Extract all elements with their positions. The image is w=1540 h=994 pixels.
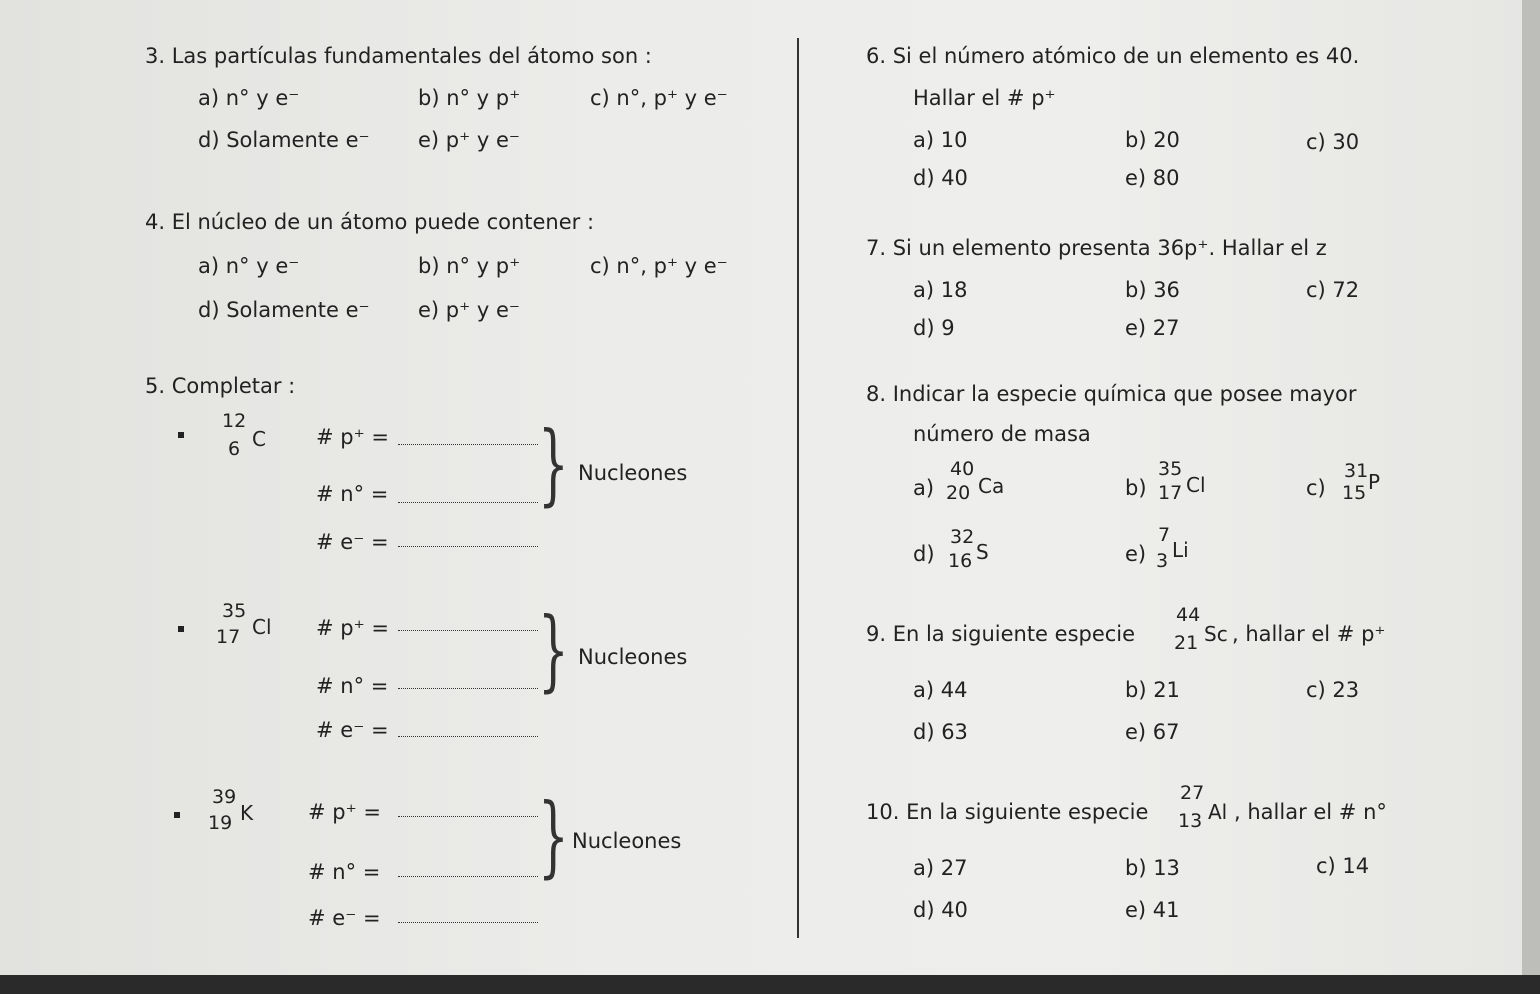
bullet-icon: [178, 432, 184, 438]
atomic-number: 6: [228, 438, 241, 460]
q8-option-label: a): [913, 476, 935, 500]
column-divider: [797, 38, 799, 938]
q4-option-e: e) p⁺ y e⁻: [418, 298, 520, 322]
nucleones-label: Nucleones: [578, 645, 688, 669]
q10-prefix: 10. En la siguiente especie: [866, 800, 1149, 824]
element-symbol: Cl: [1186, 473, 1206, 497]
q9-option-d: d) 63: [913, 720, 968, 744]
answer-blank[interactable]: [398, 876, 538, 877]
label-neutrons: # n° =: [308, 860, 381, 884]
element-symbol: Cl: [252, 615, 272, 639]
q3-option-b: b) n° y p⁺: [418, 86, 521, 110]
atomic-number: 19: [208, 812, 233, 834]
element-symbol: P: [1368, 470, 1381, 494]
right-brace: }: [538, 412, 569, 515]
q8-title: 8. Indicar la especie química que posee mayor: [866, 382, 1357, 406]
atomic-number: 20: [946, 482, 971, 504]
q4-option-c: c) n°, p⁺ y e⁻: [590, 254, 728, 278]
label-protons: # p⁺ =: [308, 800, 381, 824]
q4-option-d: d) Solamente e⁻: [198, 298, 370, 322]
bullet-icon: [178, 626, 184, 632]
q3-option-e: e) p⁺ y e⁻: [418, 128, 520, 152]
q10-suffix: , hallar el # n°: [1234, 800, 1387, 824]
answer-blank[interactable]: [398, 502, 538, 503]
q10-option-a: a) 27: [913, 856, 968, 880]
atomic-number: 3: [1156, 550, 1169, 572]
q7-option-a: a) 18: [913, 278, 968, 302]
mass-number: 44: [1176, 604, 1201, 626]
answer-blank[interactable]: [398, 736, 538, 737]
element-symbol: Al: [1208, 800, 1228, 824]
q4-option-a: a) n° y e⁻: [198, 254, 300, 278]
bullet-icon: [174, 812, 180, 818]
q9-suffix: , hallar el # p⁺: [1232, 622, 1386, 646]
label-electrons: # e⁻ =: [316, 530, 389, 554]
q6-title: 6. Si el número atómico de un elemento es 40.: [866, 44, 1360, 68]
q9-option-b: b) 21: [1125, 678, 1180, 702]
label-electrons: # e⁻ =: [308, 906, 381, 930]
q4-option-b: b) n° y p⁺: [418, 254, 521, 278]
q10-option-d: d) 40: [913, 898, 968, 922]
element-symbol: S: [976, 540, 989, 564]
mass-number: 31: [1344, 460, 1369, 482]
mass-number: 40: [950, 458, 975, 480]
q9-option-e: e) 67: [1125, 720, 1180, 744]
q10-option-c: c) 14: [1316, 854, 1370, 878]
answer-blank[interactable]: [398, 688, 538, 689]
q8-option-label: b): [1125, 476, 1147, 500]
atomic-number: 15: [1342, 482, 1367, 504]
background-edge: [1522, 0, 1540, 994]
q7-option-e: e) 27: [1125, 316, 1180, 340]
q6-option-c: c) 30: [1306, 130, 1360, 154]
element-symbol: Li: [1172, 538, 1189, 562]
mass-number: 35: [1158, 458, 1183, 480]
q9-option-a: a) 44: [913, 678, 968, 702]
element-symbol: Sc: [1204, 622, 1228, 646]
atomic-number: 16: [948, 550, 973, 572]
nucleones-label: Nucleones: [572, 829, 682, 853]
q8-option-label: d): [913, 542, 935, 566]
label-electrons: # e⁻ =: [316, 718, 389, 742]
q6-option-e: e) 80: [1125, 166, 1180, 190]
q8-option-label: e): [1125, 542, 1147, 566]
answer-blank[interactable]: [398, 546, 538, 547]
label-neutrons: # n° =: [316, 482, 389, 506]
q8-subtitle: número de masa: [913, 422, 1091, 446]
atomic-number: 21: [1174, 632, 1199, 654]
q3-title: 3. Las partículas fundamentales del átomo son :: [145, 44, 652, 68]
answer-blank[interactable]: [398, 630, 538, 631]
q7-option-d: d) 9: [913, 316, 955, 340]
element-symbol: Ca: [978, 474, 1005, 498]
q6-option-a: a) 10: [913, 128, 968, 152]
q3-option-a: a) n° y e⁻: [198, 86, 300, 110]
q3-option-c: c) n°, p⁺ y e⁻: [590, 86, 728, 110]
q4-title: 4. El núcleo de un átomo puede contener :: [145, 210, 595, 234]
background-edge-bottom: [0, 975, 1540, 994]
answer-blank[interactable]: [398, 816, 538, 817]
q9-prefix: 9. En la siguiente especie: [866, 622, 1136, 646]
mass-number: 35: [222, 600, 247, 622]
atomic-number: 13: [1178, 810, 1203, 832]
label-protons: # p⁺ =: [316, 616, 389, 640]
q6-subtitle: Hallar el # p⁺: [913, 86, 1056, 110]
atomic-number: 17: [1158, 482, 1183, 504]
mass-number: 32: [950, 526, 975, 548]
q9-option-c: c) 23: [1306, 678, 1360, 702]
q7-option-c: c) 72: [1306, 278, 1360, 302]
q7-title: 7. Si un elemento presenta 36p⁺. Hallar el z: [866, 236, 1327, 260]
mass-number: 39: [212, 786, 237, 808]
mass-number: 7: [1158, 524, 1171, 546]
q10-option-b: b) 13: [1125, 856, 1180, 880]
mass-number: 12: [222, 410, 247, 432]
mass-number: 27: [1180, 782, 1205, 804]
right-brace: }: [538, 784, 569, 887]
right-brace: }: [538, 598, 569, 701]
q7-option-b: b) 36: [1125, 278, 1180, 302]
atomic-number: 17: [216, 626, 241, 648]
q3-option-d: d) Solamente e⁻: [198, 128, 370, 152]
q10-option-e: e) 41: [1125, 898, 1180, 922]
element-symbol: K: [240, 801, 254, 825]
label-protons: # p⁺ =: [316, 425, 389, 449]
q6-option-d: d) 40: [913, 166, 968, 190]
label-neutrons: # n° =: [316, 674, 389, 698]
element-symbol: C: [252, 427, 266, 451]
q5-title: 5. Completar :: [145, 374, 296, 398]
q6-option-b: b) 20: [1125, 128, 1180, 152]
q8-option-label: c): [1306, 476, 1326, 500]
nucleones-label: Nucleones: [578, 461, 688, 485]
answer-blank[interactable]: [398, 444, 538, 445]
answer-blank[interactable]: [398, 922, 538, 923]
